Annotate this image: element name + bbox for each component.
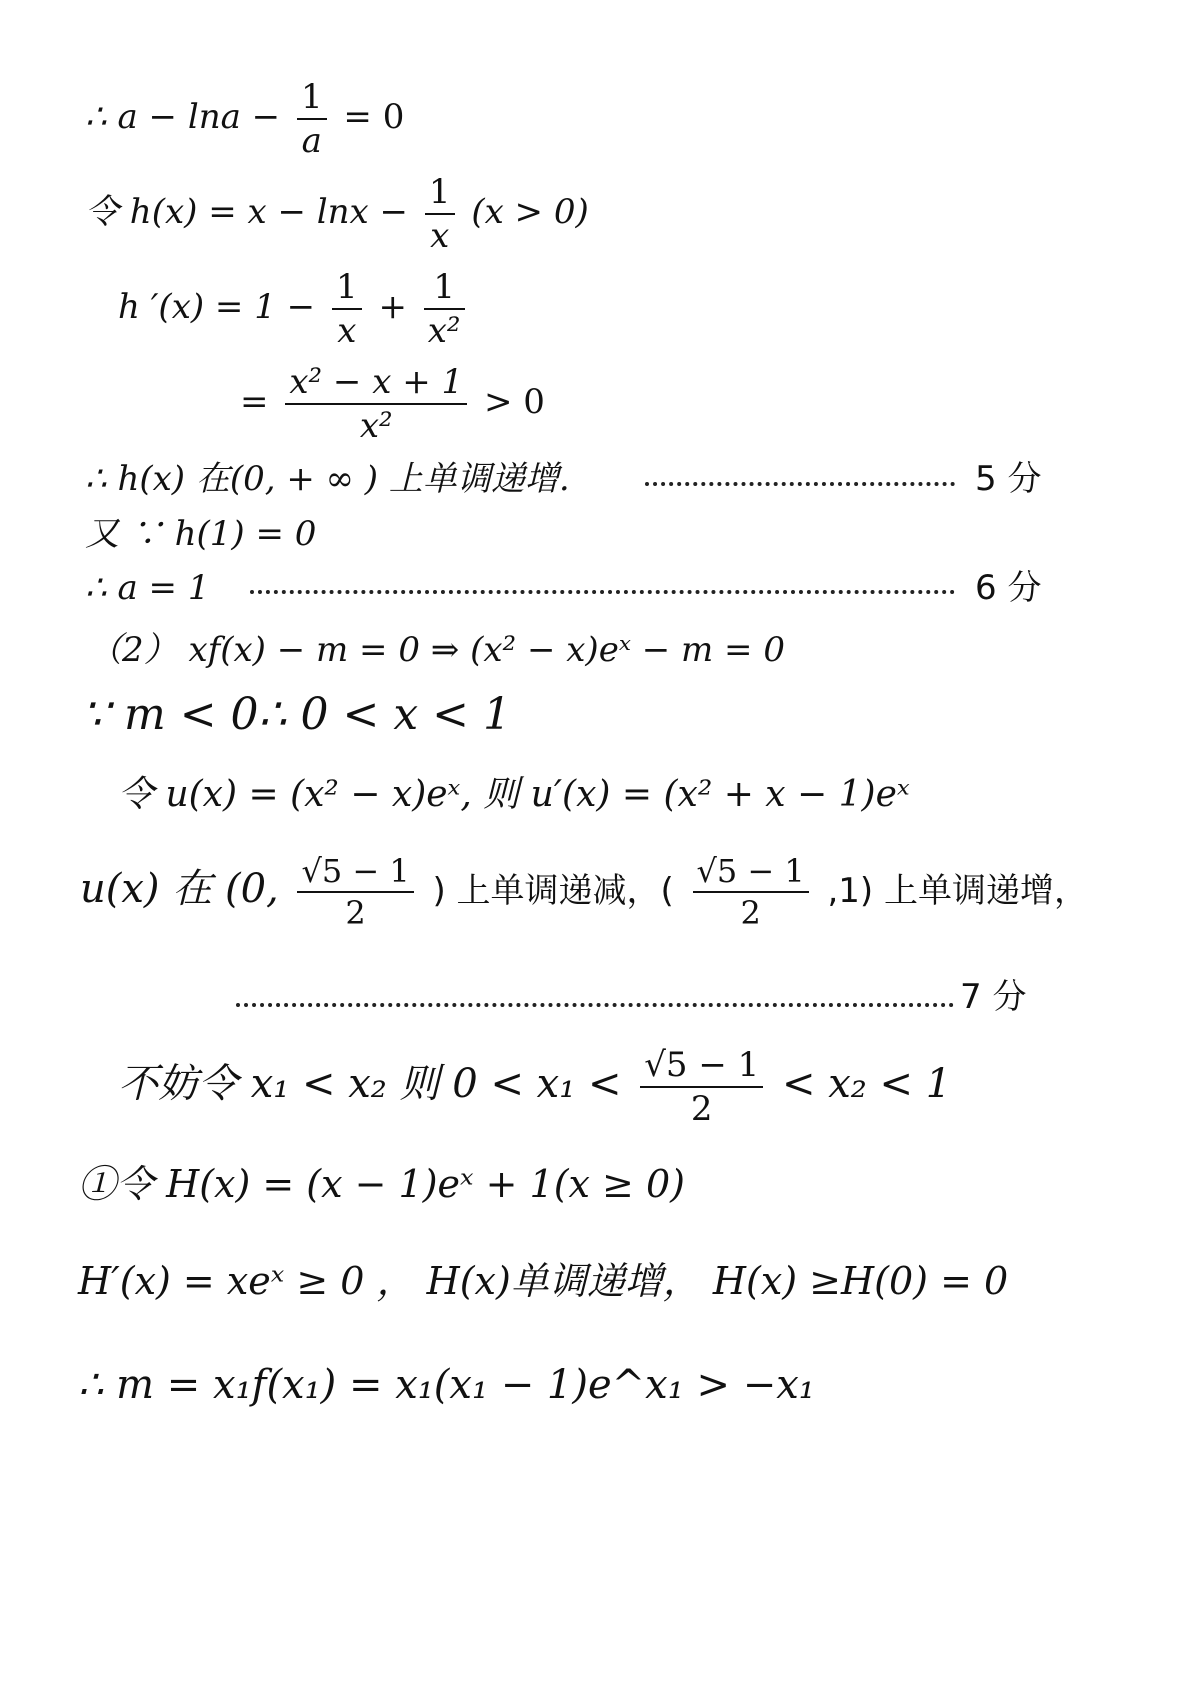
score-7: 7 分 [960, 977, 1027, 1017]
dot-leader [236, 1003, 954, 1007]
fraction: $\frac{1}{a}$ [297, 80, 327, 158]
equation-line-15: ∴ m = x₁f(x₁) = x₁(x₁ − 1)e^x₁ > −x₁ [78, 1362, 815, 1408]
equation-line-11: u(x) 在 (0, $\frac{√5 - 1}{2}$ ) 上单调递减，( $\frac{√5 - 1}{2}$ ,1) 上单调递增， [80, 852, 1088, 932]
fraction: $\frac{√5 - 1}{2}$ [297, 855, 413, 929]
equation-line-9: ∵ m < 0∴ 0 < x < 1 [82, 689, 511, 740]
fraction: $\frac{√5 - 1}{2}$ [640, 1048, 763, 1126]
fraction: $\frac{1}{\text{x²}}$ [424, 270, 465, 348]
equation-line-2: 令 h(x) = x − lnx − $\frac{1}{x}$ (x > 0) [85, 172, 589, 256]
score-6: 6 分 [975, 568, 1042, 608]
equation-line-1: ∴ a − lna − $\frac{1}{a}$ = 0 [85, 77, 405, 161]
equation-line-7: ∴ a = 1 [85, 568, 210, 608]
equation-line-5: ∴ h(x) 在(0, + ∞ ) 上单调递增. [85, 459, 570, 499]
dot-leader [645, 482, 955, 486]
fraction: $\frac{\text{x² − x + 1}}{\text{x²}}$ [285, 365, 467, 443]
dot-leader [250, 590, 955, 594]
score-5: 5 分 [975, 459, 1042, 499]
equation-line-3: h ′(x) = 1 − $\frac{1}{x}$ + $\frac{1}{\text{x²}}$ [118, 270, 471, 348]
equation-line-8: （2） xf(x) − m = 0 ⇒ (x² − x)eˣ − m = 0 [88, 630, 785, 670]
fraction: $\frac{√5 - 1}{2}$ [693, 855, 809, 929]
equation-line-12: 不妨令 x₁ < x₂ 则 0 < x₁ < $\frac{√5 - 1}{2}$ < x₂ < 1 [118, 1045, 952, 1129]
fraction: $\frac{1}{x}$ [332, 270, 362, 348]
equation-line-10: 令 u(x) = (x² − x)eˣ, 则 u′(x) = (x² + x − 1)eˣ [118, 774, 910, 815]
equation-line-14: H′(x) = xeˣ ≥ 0 ， H(x)单调递增， H(x) ≥H(0) = 0 [78, 1259, 1009, 1303]
fraction: $\frac{1}{x}$ [425, 175, 455, 253]
equation-line-13: ①令 H(x) = (x − 1)eˣ + 1(x ≥ 0) [78, 1162, 685, 1206]
equation-line-6: 又 ∵ h(1) = 0 [85, 514, 317, 554]
equation-line-4: = $\frac{\text{x² − x + 1}}{\text{x²}}$ > 0 [240, 362, 545, 446]
